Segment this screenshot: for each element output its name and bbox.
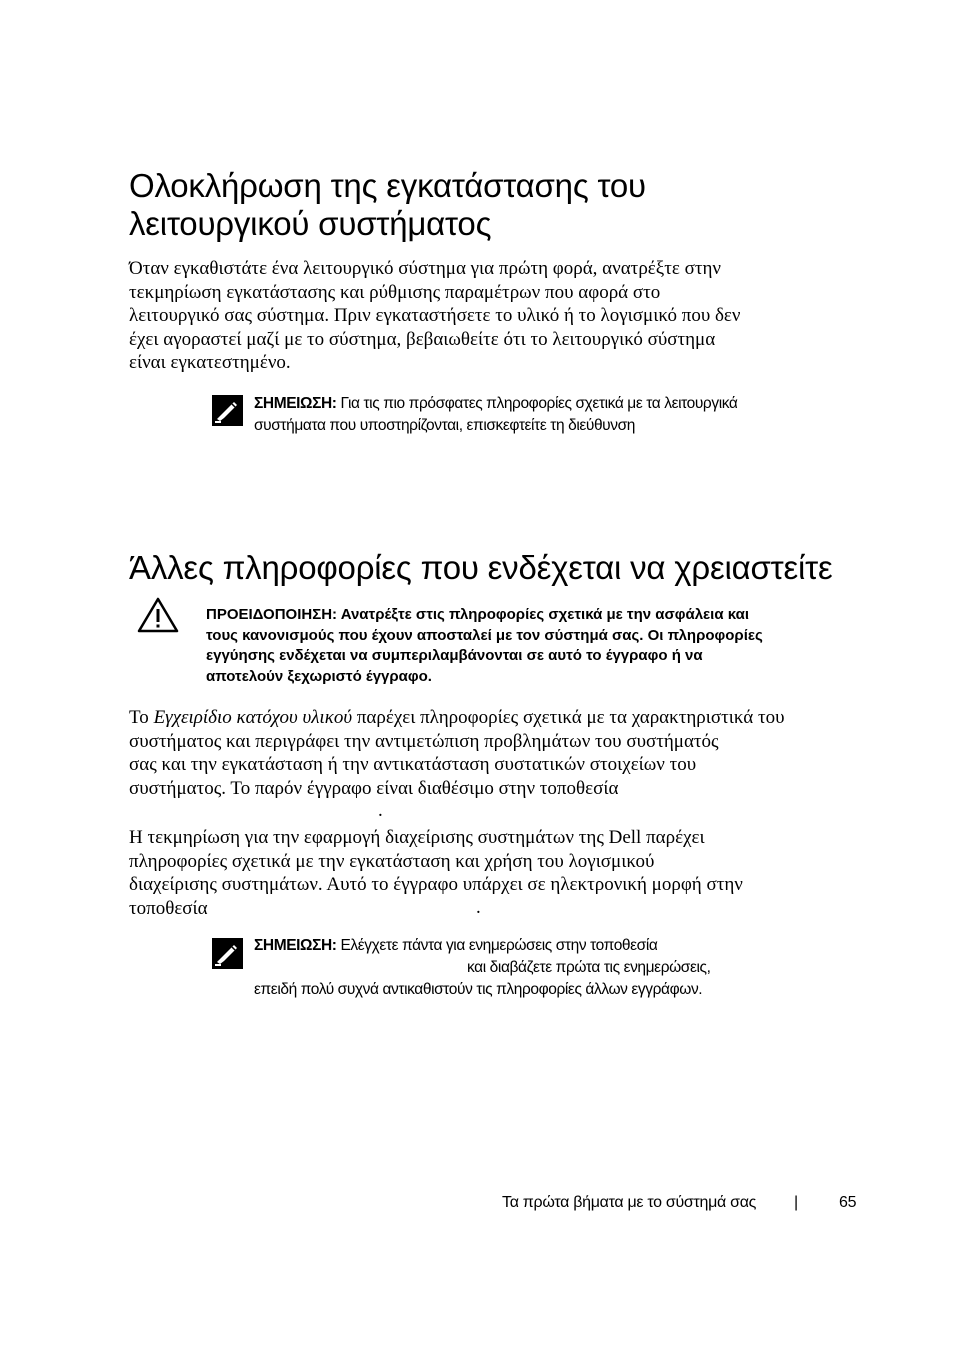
paragraph-line: συστήματος και περιγράφει την αντιμετώπιση προβλημάτων του συστήματός bbox=[129, 730, 719, 752]
note-icon bbox=[212, 938, 243, 969]
hardware-manual-paragraph bbox=[129, 706, 785, 800]
paragraph-line: συστήματος. Το παρόν έγγραφο είναι διαθέσιμο στην τοποθεσία bbox=[129, 777, 619, 799]
section-title-other-info: Άλλες πληροφορίες που ενδέχεται να χρειαστείτε bbox=[129, 549, 833, 586]
manual-title: Εγχειρίδιο κατόχου υλικού bbox=[153, 707, 353, 728]
paragraph-line: Η τεκμηρίωση για την εφαρμογή διαχείρισης συστημάτων της Dell παρέχει bbox=[129, 827, 705, 848]
paragraph-text: Το bbox=[129, 707, 154, 728]
paragraph-line: Όταν εγκαθιστάτε ένα λειτουργικό σύστημα για πρώτη φορά, ανατρέξτε στην bbox=[129, 258, 722, 279]
paragraph-line: τεκμηρίωση εγκατάστασης και ρύθμισης παραμέτρων που αφορά στο bbox=[129, 281, 661, 303]
note-updates bbox=[254, 935, 657, 957]
paragraph-line: λειτουργικό σας σύστημα. Πριν εγκαταστήσετε το υλικό ή το λογισμικό που δεν bbox=[129, 305, 741, 326]
note-text: Για τις πιο πρόσφατες πληροφορίες σχετικά με τα λειτουργικά bbox=[340, 395, 738, 412]
footer-title: Τα πρώτα βήματα με το σύστημά σας bbox=[502, 1194, 757, 1211]
warning-text: Ανατρέξτε στις πληροφορίες σχετικά με την ασφάλεια και bbox=[340, 606, 749, 623]
paragraph-line: τοποθεσία bbox=[129, 897, 208, 919]
paragraph-line: είναι εγκατεστημένο. bbox=[129, 352, 291, 373]
warning-text: εγγύησης ενδέχεται να συμπεριλαμβάνονται σε αυτό το έγγραφο ή να bbox=[206, 647, 703, 664]
note-text: επειδή πολύ συχνά αντικαθιστούν τις πληροφορίες άλλων εγγράφων. bbox=[254, 981, 703, 998]
note-text: Ελέγχετε πάντα για ενημερώσεις στην τοποθεσία bbox=[340, 937, 658, 954]
note-text: συστήματα που υποστηρίζονται, επισκεφτείτε τη διεύθυνση bbox=[254, 417, 635, 434]
paragraph-line: σας και την εγκατάσταση ή την αντικατάσταση συστατικών στοιχείων του bbox=[129, 754, 697, 775]
trailing-period: . bbox=[378, 800, 383, 821]
warning-text: τους κανονισμούς που έχουν αποσταλεί με τον σύστημά σας. Οι πληροφορίες bbox=[206, 626, 763, 644]
warning-icon bbox=[137, 597, 179, 633]
note-label: ΣΗΜΕΙΩΣΗ: bbox=[254, 937, 337, 954]
section-title-line: Ολοκλήρωση της εγκατάστασης του bbox=[129, 167, 646, 204]
section-title-os-installation bbox=[129, 167, 646, 243]
warning-label: ΠΡΟΕΙΔΟΠΟΙΗΣΗ: bbox=[206, 606, 338, 623]
note-os-support bbox=[254, 393, 737, 437]
trailing-period: . bbox=[476, 897, 481, 918]
paragraph-line: διαχείρισης συστημάτων. Αυτό το έγγραφο υπάρχει σε ηλεκτρονική μορφή στην bbox=[129, 874, 743, 895]
note-label: ΣΗΜΕΙΩΣΗ: bbox=[254, 395, 337, 412]
footer-separator: | bbox=[794, 1194, 798, 1211]
note-icon bbox=[212, 395, 243, 426]
paragraph-text: παρέχει πληροφορίες σχετικά με τα χαρακτηριστικά του bbox=[352, 707, 785, 728]
page-number: 65 bbox=[839, 1194, 857, 1211]
systems-management-paragraph bbox=[129, 826, 743, 920]
paragraph-line: πληροφορίες σχετικά με την εγκατάσταση και χρήση του λογισμικού bbox=[129, 850, 655, 872]
warning-safety bbox=[206, 605, 763, 687]
note-text: και διαβάζετε πρώτα τις ενημερώσεις, bbox=[467, 959, 711, 976]
paragraph-line: έχει αγοραστεί μαζί με το σύστημα, βεβαιωθείτε ότι το λειτουργικό σύστημα bbox=[129, 328, 716, 350]
section-title-line: λειτουργικού συστήματος bbox=[129, 205, 492, 242]
os-installation-paragraph bbox=[129, 257, 741, 375]
warning-text: αποτελούν ξεχωριστό έγγραφο. bbox=[206, 667, 432, 685]
